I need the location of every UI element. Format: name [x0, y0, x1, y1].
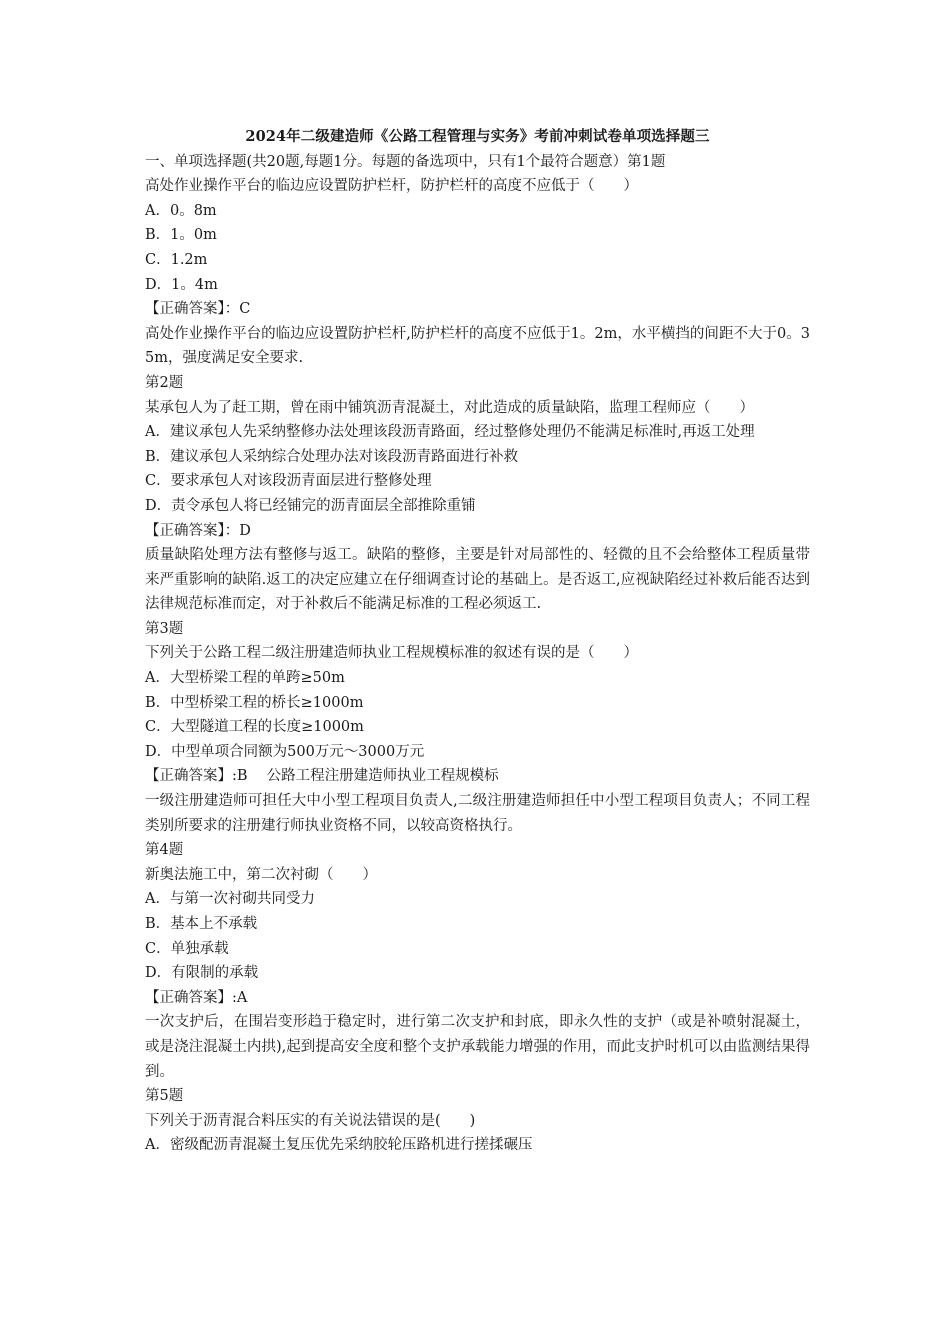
question-stem: 高处作业操作平台的临边应设置防护栏杆，防护栏杆的高度不应低于（ ）	[145, 178, 638, 195]
option-a: A．密级配沥青混凝土复压优先采纳胶轮压路机进行搓揉碾压	[145, 1137, 533, 1154]
option-b: B．基本上不承载	[145, 916, 258, 932]
option-c: C．1.2m	[145, 251, 208, 268]
question-stem: 新奥法施工中，第二次衬砌（ ）	[145, 866, 377, 883]
question-stem: 某承包人为了赶工期，曾在雨中铺筑沥青混凝土，对此造成的质量缺陷，监理工程师应（ ）	[145, 399, 754, 416]
question-1	[145, 174, 810, 371]
question-stem: 下列关于公路工程二级注册建造师执业工程规模标准的叙述有误的是（ ）	[145, 645, 638, 662]
option-b: B．1。0m	[145, 227, 217, 244]
question-3	[145, 617, 810, 838]
document-title: 2024年二级建造师《公路工程管理与实务》考前冲刺试卷单项选择题三	[245, 128, 710, 145]
option-d: D．中型单项合同额为500万元～3000万元	[145, 743, 425, 760]
question-label: 第3题	[145, 620, 184, 637]
option-b: B．建议承包人采纳综合处理办法对该段沥青路面进行补救	[145, 448, 519, 465]
document-body	[145, 125, 810, 1158]
option-d: D．责令承包人将已经铺完的沥青面层全部推除重铺	[145, 497, 476, 514]
explanation: 高处作业操作平台的临边应设置防护栏杆,防护栏杆的高度不应低于1。2m，水平横挡的间距不大于0。35m，强度满足安全要求.	[145, 325, 810, 367]
option-c: C．大型隧道工程的长度≥1000m	[145, 719, 364, 736]
question-label: 第2题	[145, 374, 184, 391]
question-stem: 下列关于沥青混合料压实的有关说法错误的是( )	[145, 1112, 476, 1129]
option-a: A．与第一次衬砌共同受力	[145, 891, 315, 908]
question-2	[145, 371, 810, 617]
option-a: A．0。8m	[145, 202, 217, 219]
question-5	[145, 1084, 810, 1158]
option-b: B．中型桥梁工程的桥长≥1000m	[145, 694, 364, 711]
question-label: 第5题	[145, 1088, 184, 1105]
answer-line: 【正确答案】:A	[145, 989, 248, 1006]
answer-line: 【正确答案】：D	[145, 522, 251, 539]
section-header: 一、单项选择题(共20题,每题1分。每题的备选项中，只有1个最符合题意）第1题	[145, 153, 666, 170]
explanation: 质量缺陷处理方法有整修与返工。缺陷的整修，主要是针对局部性的、轻微的且不会给整体工程质量带来严重影响的缺陷.返工的决定应建立在仔细调查讨论的基础上。是否返工,应视缺陷经过补救后能否达到法律规范标准而定，对于补救后不能满足标准的工程必须返工.	[145, 547, 810, 613]
option-d: D．1。4m	[145, 276, 218, 293]
question-label: 第4题	[145, 842, 184, 859]
option-c: C．单独承载	[145, 940, 229, 957]
option-c: C．要求承包人对该段沥青面层进行整修处理	[145, 473, 432, 490]
answer-line: 【正确答案】:B 公路工程注册建造师执业工程规模标	[145, 768, 499, 785]
question-4	[145, 838, 810, 1084]
option-d: D．有限制的承载	[145, 965, 259, 982]
option-a: A．建议承包人先采纳整修办法处理该段沥青路面，经过整修处理仍不能满足标准时,再返工处理	[145, 424, 755, 441]
explanation: 一级注册建造师可担任大中小型工程项目负责人,二级注册建造师担任中小型工程项目负责人；不同工程类别所要求的注册建行师执业资格不同，以较高资格执行。	[145, 793, 810, 834]
answer-line: 【正确答案】：C	[145, 301, 251, 318]
option-a: A．大型桥梁工程的单跨≥50m	[145, 670, 345, 687]
explanation: 一次支护后，在围岩变形趋于稳定时，进行第二次支护和封底，即永久性的支护（或是补喷射混凝土，或是浇注混凝土内拱),起到提高安全度和整个支护承载能力增强的作用，而此支护时机可以由监测结果得到。	[145, 1014, 810, 1080]
